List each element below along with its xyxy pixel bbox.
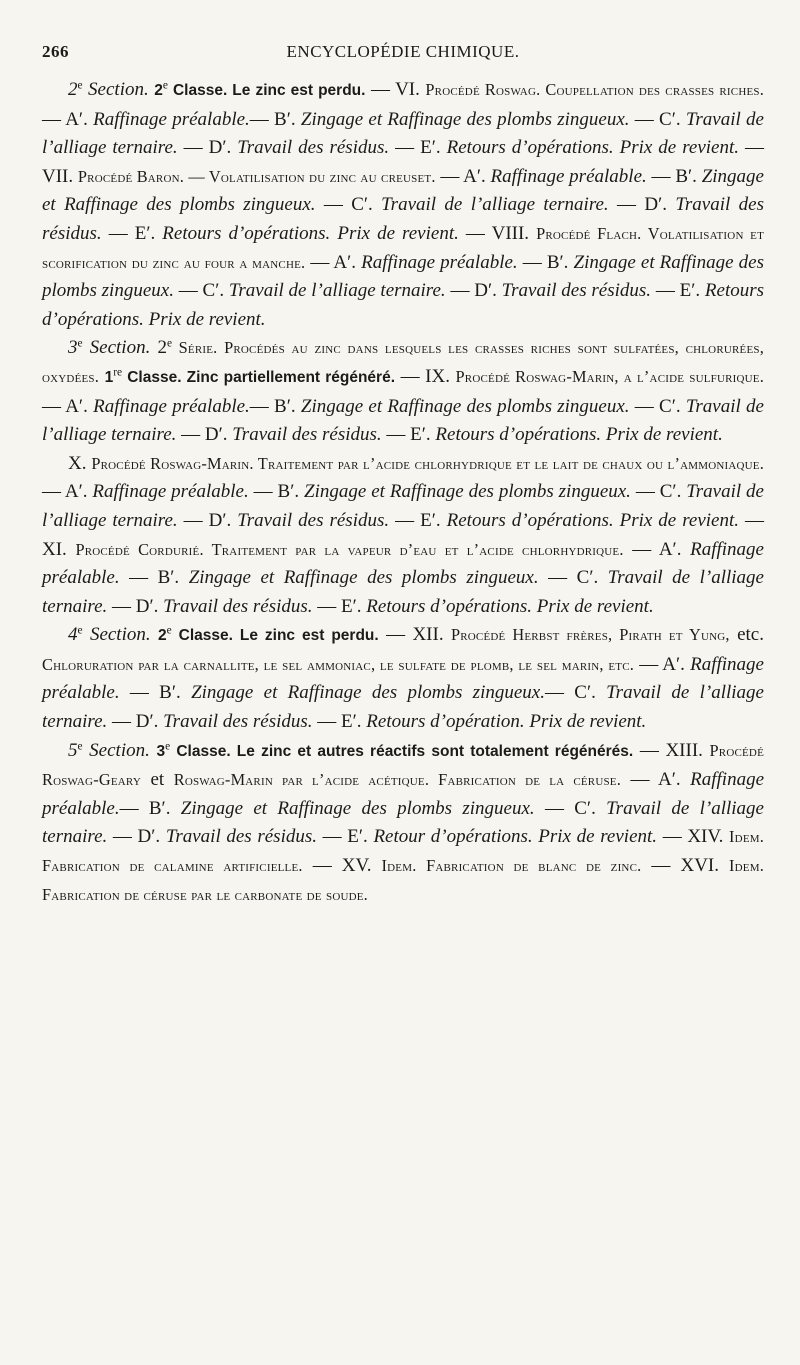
text-run: — C′. [534,797,607,819]
text-run: Série. Procédés au zinc dans lesquels les crasses riches sont sulfatées, chlorurées, oxydées. [42,338,764,386]
text-run: Raffinage préalable. [490,165,647,187]
text-run: 1 [104,368,114,386]
text-run: — A′. [435,165,491,187]
text-run: — XIV. [657,826,730,848]
text-run: Raffinage préalable. [361,251,518,273]
text-run: — B′. [517,251,574,273]
text-run: — D′. [445,280,502,302]
text-run: Retours d’opérations. Prix de revient. [42,280,765,330]
paragraph-section-3 [42,334,764,449]
text-run: Travail des résidus. [42,194,764,244]
text-run: — A′. [305,251,362,273]
text-run: Procédé Baron. — Volatilisation du zinc au creuset. [77,166,436,186]
text-run: Travail de l’alliage ternaire. [42,682,764,733]
text-run: — C′. [538,567,608,589]
text-run: 2 [158,627,167,645]
text-run: Zingage et Raffinage des plombs zingueux. [42,251,764,302]
text-run: Travail de l’alliage ternaire. [228,280,446,302]
text-run: — B′. [248,481,305,503]
text-run [151,624,158,645]
text-run: Section. [82,624,151,646]
text-run: — C′. [629,108,686,130]
text-run: Zingage et Raffinage des plombs zingueux. [300,108,630,130]
text-run: — VIII. [458,222,537,244]
text-run: Raffinage préalable. [93,108,250,130]
paragraph-procede-x [42,450,764,622]
text-run: Classe. Le zinc est perdu. [167,82,366,99]
text-run: — VI. [365,79,426,100]
text-run: Zingage et Raffinage des plombs zingueux. [188,567,539,589]
text-run: Retours d’opérations. Prix de revient. [435,424,723,446]
text-run: — B′. [119,797,181,819]
text-run: et [140,769,174,791]
text-run: Procédé Roswag-Marin. Traitement par l’acide chlorhydrique et le lait de chaux ou l’ammoniaque. [91,453,764,473]
text-run: — C′. [315,194,382,216]
text-run: 2 [150,337,167,359]
text-run: — IX. [395,365,456,387]
text-run: Retours d’opérations. Prix de revient. [366,595,654,617]
text-run: Travail des résidus. [501,280,652,302]
text-run: Travail de l’alliage ternaire. [42,108,764,159]
text-run: — B′. [249,108,301,130]
text-run: — E′. [381,424,436,446]
text-run: e [77,338,83,351]
text-run: — D′. [608,194,676,216]
text-run: Raffinage préalable. [42,538,764,589]
text-run: — E′. [101,222,163,244]
text-run: Raffinage préalable. [42,769,765,819]
text-run: Retours d’opérations. Prix de revient. [162,222,459,244]
text-run: — B′. [646,165,702,187]
text-run: Procédé Roswag-Geary [42,740,764,790]
text-run: — E′. [389,509,447,531]
text-run: — XII. [378,624,451,646]
text-run: Procédé Cordurié. Traitement par la vapeur d’eau et l’acide chlorhydrique. [75,539,624,559]
text-run: 3 [68,337,78,359]
text-run: e [165,740,171,753]
text-run: — D′. [107,595,164,617]
text-run: X. [68,452,92,474]
text-run: Zingage et Raffinage des plombs zingueux. [180,797,535,819]
text-run: e [77,625,83,638]
text-run: Idem. Fabrication de blanc de zinc. [381,856,642,876]
text-run: — D′. [177,137,238,159]
text-run: — A′. [42,395,94,417]
text-run: Travail des résidus. [237,137,390,159]
text-run: 5 [68,739,78,761]
text-run: Retours d’opérations. Prix de revient. [446,509,740,531]
text-run: Retours d’opérations. Prix de revient. [446,137,740,159]
text-run: Retour d’opérations. Prix de revient. [373,826,658,848]
text-run: Raffinage préalable. [92,481,249,503]
text-run: — C′. [629,395,686,417]
text-run: Zingage et Raffinage des plombs zingueux. [304,481,631,503]
text-run: Zingage et Raffinage des plombs zingueux. [300,395,630,417]
text-run: — A′. [621,769,691,791]
text-run: — E′. [389,137,447,159]
text-run: Idem. Fabrication de calamine artificielle. [42,827,765,876]
text-run: Idem. Fabrication de céruse par le carbonate de soude. [42,856,764,904]
text-run: — A′. [623,538,691,560]
text-run: — VII. [42,137,765,187]
text-run: — D′. [107,826,166,848]
text-run: Travail de l’alliage ternaire. [42,797,764,848]
text-run: Travail des résidus. [237,509,390,531]
text-run: Classe. Le zinc et autres réactifs sont totalement régénérés. [170,742,634,760]
text-run: Chloruration par la carnallite, le sel ammoniac, le sulfate de plomb, le sel marin, etc. [42,654,635,674]
text-run: — D′. [177,509,238,531]
text-run: — C′. [173,280,229,302]
text-run: — E′. [312,711,367,733]
text-run: — XI. [42,509,765,560]
running-title: ENCYCLOPÉDIE CHIMIQUE. [286,42,520,61]
text-run: 3 [156,742,166,760]
text-run: Procédé Herbst frères, Pirath et Yung, [450,625,730,645]
text-run: Classe. Le zinc est perdu. [171,627,379,645]
text-run: Procédé Roswag. Coupellation des crasses riches. [425,80,764,99]
text-run: — XIII. [633,739,710,761]
text-run: — XVI. [641,855,730,877]
text-run: Travail des résidus. [163,711,313,733]
body-text [42,76,764,909]
text-run: Classe. Zinc partiellement régénéré. [122,368,396,386]
page-number: 266 [42,42,69,61]
text-run: Roswag-Marin par l’acide acétique. Fabrication de la céruse. [173,770,621,790]
text-run: Travail de l’alliage ternaire. [42,481,764,531]
text-run: — E′. [651,280,705,302]
text-run: Zingage et Raffinage des plombs zingueux. [42,165,764,216]
page-header [42,42,764,66]
text-run: Raffinage préalable. [42,653,764,704]
text-run: Retours d’opération. Prix de revient. [366,711,647,733]
text-run: e [166,625,172,638]
text-run: 2 [154,82,163,99]
text-run: — XV. [302,855,382,877]
text-run: Zingage et Raffinage des plombs zingueux. [191,682,545,704]
paragraph-section-2 [42,76,764,334]
text-run: — C′. [630,481,687,503]
text-run: Travail des résidus. [232,424,382,446]
text-run: re [113,366,123,379]
text-run: Travail de l’alliage ternaire. [42,567,764,617]
text-run: — D′. [176,424,233,446]
text-run: — A′. [634,653,691,675]
text-run: Raffinage préalable. [93,395,250,417]
text-run: Procédé Roswag-Marin, a l’acide sulfurique. [455,366,764,386]
text-run: — D′. [107,711,164,733]
text-run: — B′. [249,395,301,417]
text-run: — E′. [317,826,374,848]
text-run: Procédé Flach. Volatilisation et scorification du zinc au four a manche. [42,223,764,272]
text-run: Section. [82,79,149,100]
paragraph-section-5 [42,737,764,910]
text-run: — B′. [119,567,189,589]
text-run: — B′. [119,682,192,704]
paragraph-section-4 [42,621,764,736]
text-run: e [77,740,83,753]
text-run: 2 [68,79,78,100]
text-run: 4 [68,624,78,646]
text-run: — C′. [544,682,607,704]
text-run: — A′. [42,108,94,130]
text-run: Section. [82,739,150,761]
text-run: Travail des résidus. [163,595,313,617]
text-run: — E′. [312,595,367,617]
text-run: e [77,79,83,92]
text-run: — A′. [42,481,93,503]
text-run: Section. [82,337,151,359]
text-run: e [162,79,168,92]
text-run: etc. [729,624,764,646]
text-run: Travail de l’alliage ternaire. [381,194,609,216]
text-run: Travail des résidus. [165,826,317,848]
text-run: e [166,338,173,351]
text-run: Travail de l’alliage ternaire. [42,395,764,446]
